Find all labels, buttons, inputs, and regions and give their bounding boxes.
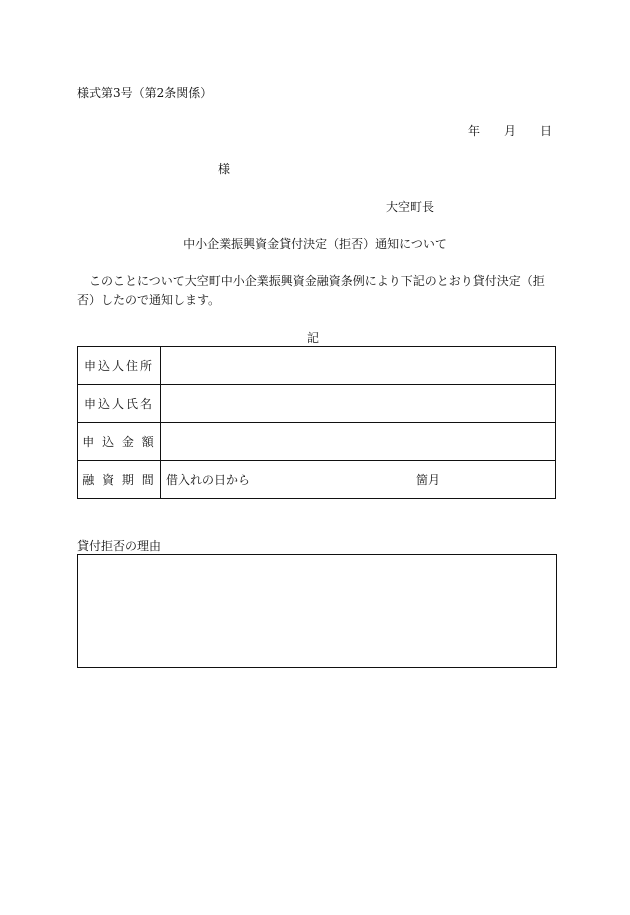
reason-label: 貸付拒否の理由 <box>77 539 162 553</box>
table-row <box>78 461 556 499</box>
applicant-name-field[interactable] <box>161 385 556 423</box>
body-text: このことについて大空町中小企業振興資金融資条例により下記のとおり貸付決定（拒否）したので通知します。 <box>77 274 545 307</box>
date-month-label: 月 <box>504 124 517 138</box>
table-row <box>78 385 556 423</box>
date-day-label: 日 <box>540 124 553 138</box>
loan-period-from-text: 借入れの日から <box>166 473 251 487</box>
applicant-address-label: 申込人住所 <box>78 347 161 385</box>
applicant-address-field[interactable] <box>161 347 556 385</box>
reason-field[interactable] <box>77 554 557 668</box>
table-row <box>78 347 556 385</box>
issuer-name: 大空町長 <box>386 200 435 214</box>
form-number: 様式第3号（第2条関係） <box>77 86 213 100</box>
document-title: 中小企業振興資金貸付決定（拒否）通知について <box>183 237 447 251</box>
ki-marker: 記 <box>307 331 320 345</box>
table-row <box>78 423 556 461</box>
date-year-label: 年 <box>468 124 481 138</box>
loan-period-field[interactable] <box>161 461 556 499</box>
date-line <box>468 122 552 139</box>
loan-period-label: 融 資 期 間 <box>78 461 161 499</box>
loan-period-months-label: 箇月 <box>416 473 441 487</box>
loan-amount-label: 申 込 金 額 <box>78 423 161 461</box>
recipient-suffix: 様 <box>218 162 231 176</box>
applicant-name-label: 申込人氏名 <box>78 385 161 423</box>
loan-amount-field[interactable] <box>161 423 556 461</box>
info-table <box>77 346 556 499</box>
